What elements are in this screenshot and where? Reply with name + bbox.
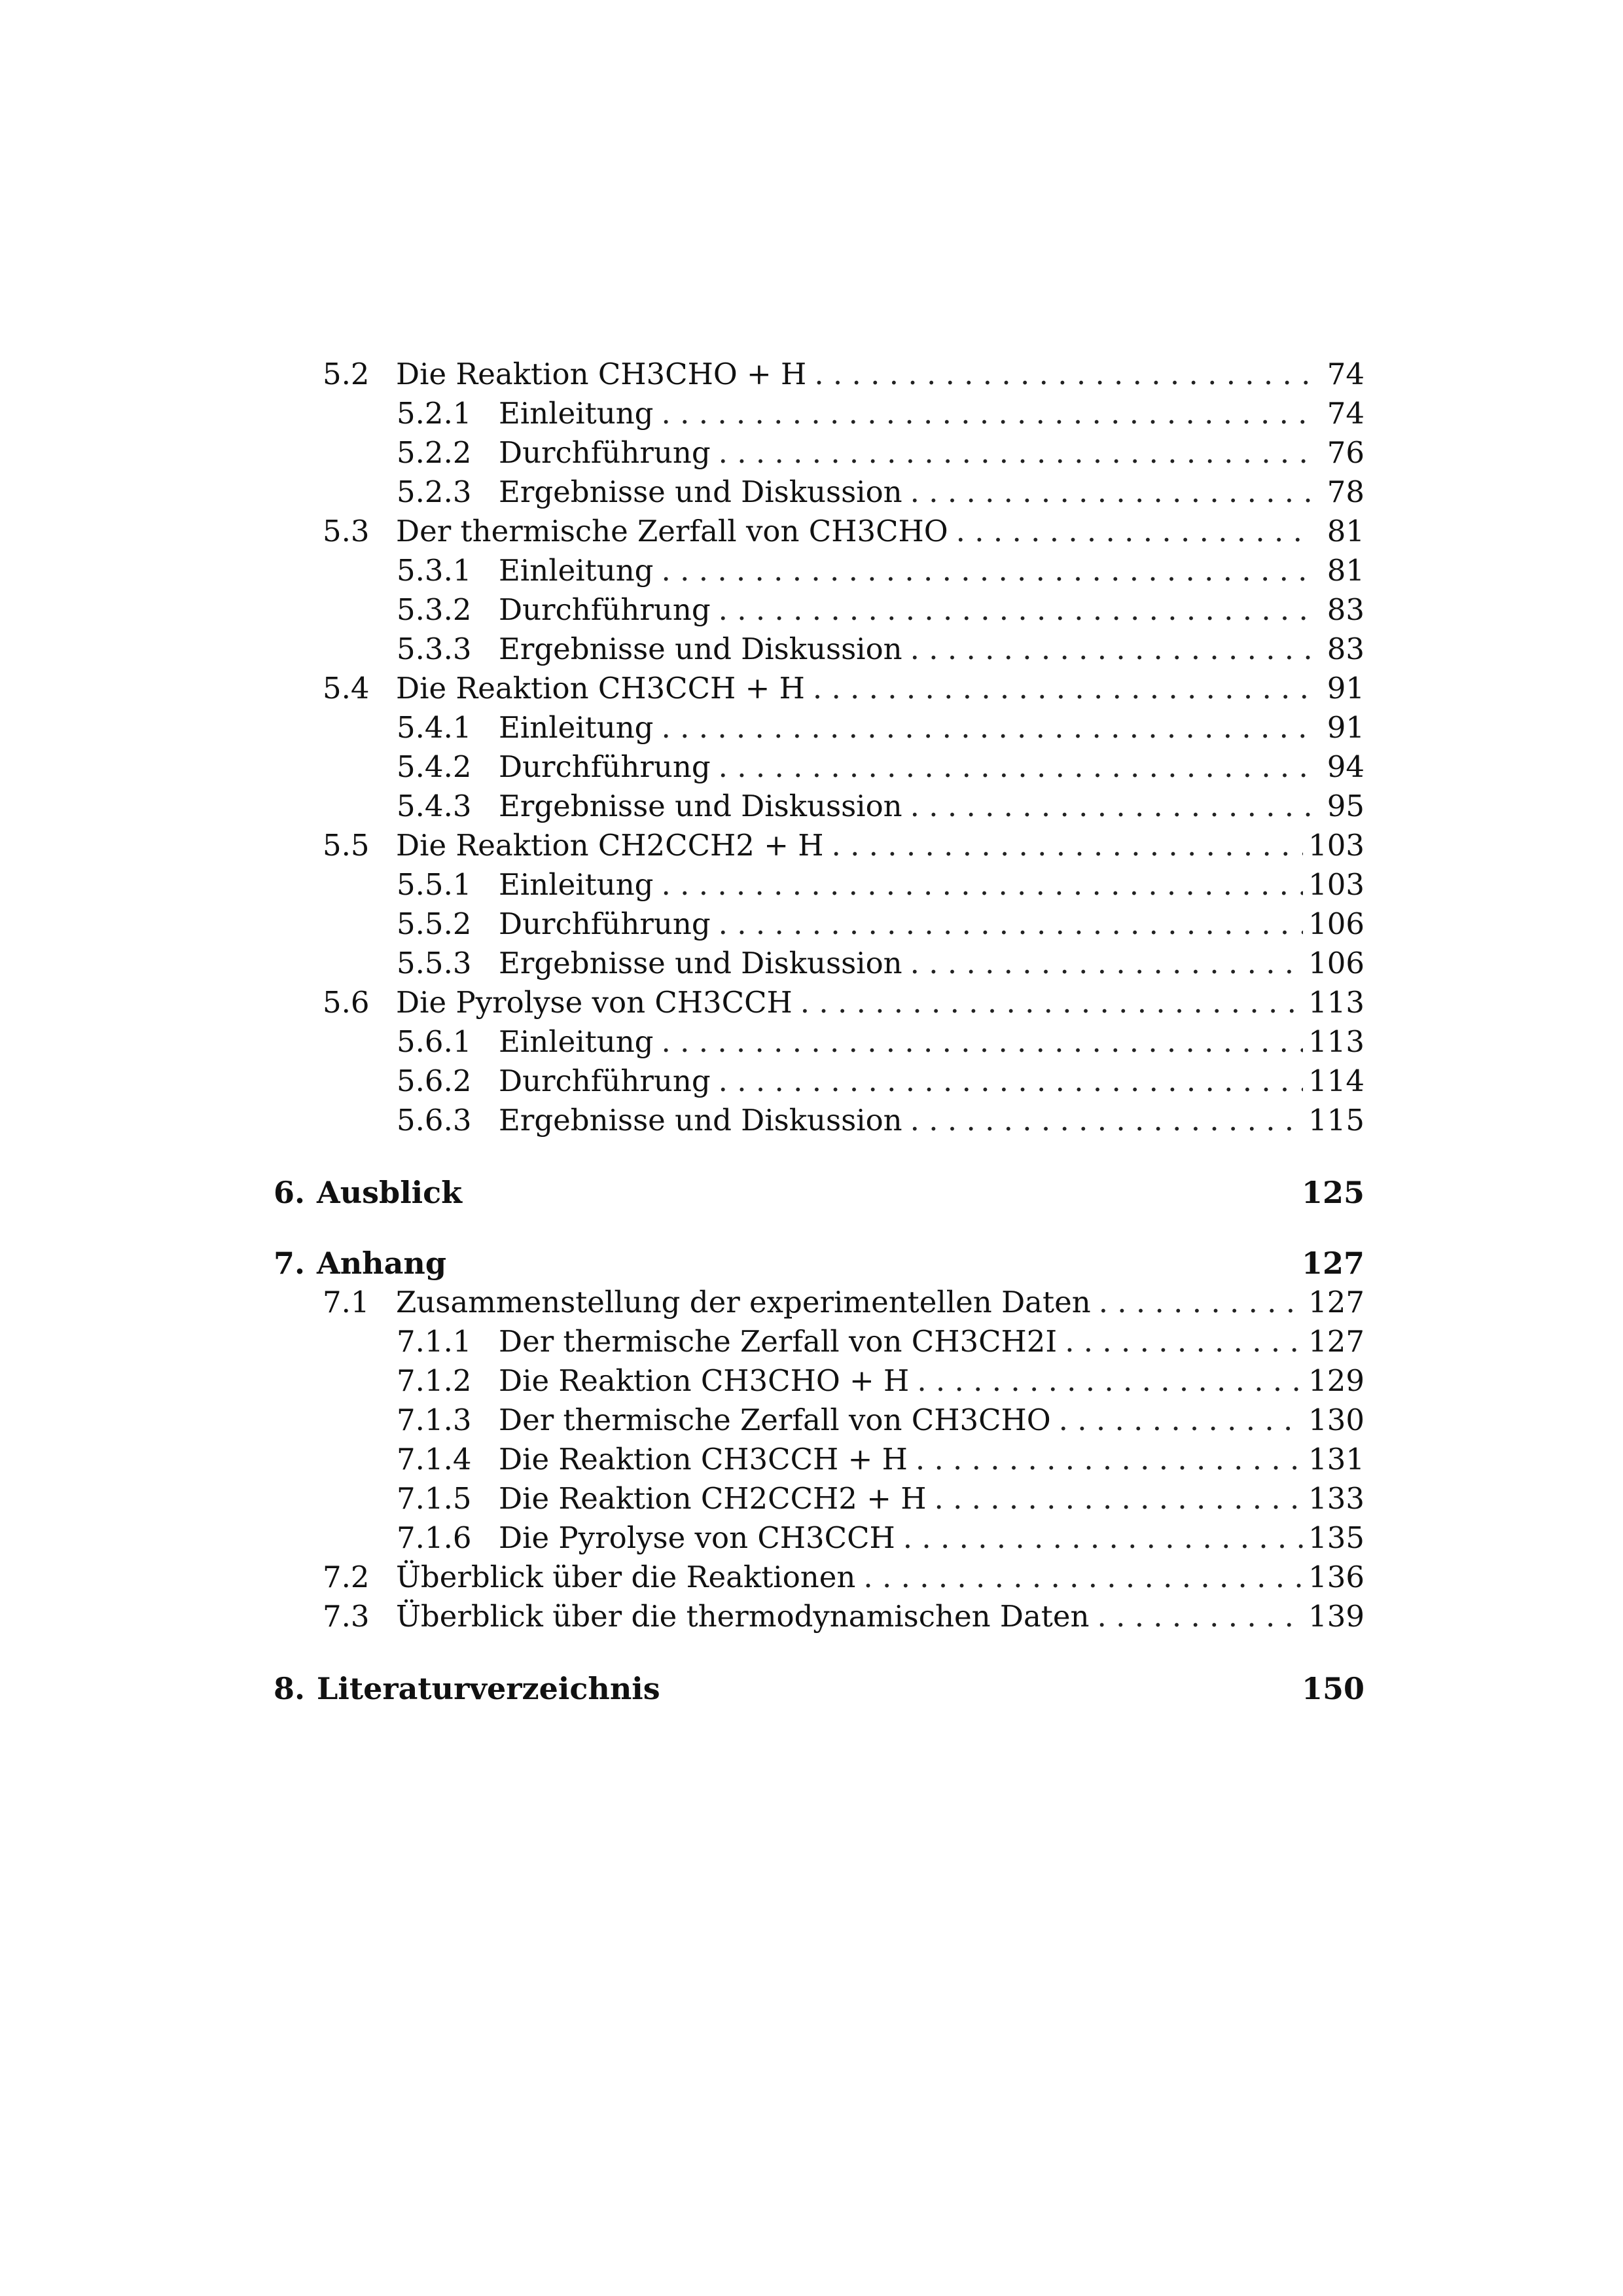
entry-number: 5.2.3	[397, 475, 472, 509]
entry-number: 6.	[274, 1175, 306, 1210]
entry-title: Ergebnisse und Diskussion	[499, 789, 902, 823]
entry-title: Ergebnisse und Diskussion	[499, 946, 902, 980]
entry-title: Durchführung	[499, 592, 711, 627]
dot-leader	[662, 394, 1314, 433]
entry-number: 7.1.2	[397, 1363, 472, 1398]
entry-title: Anhang	[317, 1246, 446, 1281]
toc-entry[interactable]	[397, 1062, 1364, 1101]
entry-title: Durchführung	[499, 906, 711, 941]
dot-leader	[916, 1440, 1303, 1479]
toc-entry[interactable]	[397, 433, 1364, 473]
toc-entry[interactable]	[397, 590, 1364, 630]
entry-title: Die Reaktion CH3CCH + H	[499, 1442, 908, 1477]
toc-entry[interactable]	[397, 394, 1364, 433]
entry-title: Die Reaktion CH3CHO + H	[499, 1363, 910, 1398]
entry-number: 5.4.1	[397, 710, 472, 745]
dot-leader	[662, 1022, 1304, 1062]
dot-leader	[863, 1558, 1303, 1597]
entry-title: Ergebnisse und Diskussion	[499, 475, 902, 509]
entry-title: Einleitung	[499, 1024, 654, 1059]
entry-number: 7.1	[323, 1285, 370, 1319]
entry-number: 7.2	[323, 1560, 370, 1594]
entry-page: 78	[1327, 475, 1364, 509]
entry-number: 5.6.2	[397, 1064, 472, 1098]
entry-number: 5.2.1	[397, 396, 472, 431]
entry-page: 83	[1327, 632, 1364, 666]
entry-title: Einleitung	[499, 553, 654, 588]
entry-number: 5.4	[323, 671, 370, 706]
dot-leader	[719, 590, 1313, 630]
toc-entry[interactable]	[397, 473, 1364, 512]
entry-page: 74	[1327, 396, 1364, 431]
entry-title: Ausblick	[317, 1175, 463, 1210]
toc-entry[interactable]	[397, 1361, 1364, 1401]
dot-leader	[1065, 1322, 1303, 1361]
entry-title: Ergebnisse und Diskussion	[499, 632, 902, 666]
toc-entry[interactable]	[323, 669, 1364, 708]
entry-number: 5.6.1	[397, 1024, 472, 1059]
entry-number: 5.5.2	[397, 906, 472, 941]
entry-page: 94	[1327, 749, 1364, 784]
entry-title: Einleitung	[499, 396, 654, 431]
toc-entry[interactable]	[323, 355, 1364, 394]
entry-title: Die Pyrolyse von CH3CCH	[499, 1520, 895, 1555]
entry-title: Einleitung	[499, 867, 654, 902]
toc-entry[interactable]	[397, 905, 1364, 944]
dot-leader	[800, 983, 1303, 1022]
entry-page: 131	[1308, 1442, 1364, 1477]
dot-leader	[1097, 1597, 1303, 1636]
toc-entry[interactable]	[323, 512, 1364, 551]
entry-title: Ergebnisse und Diskussion	[499, 1103, 902, 1138]
toc-entry[interactable]	[397, 1101, 1364, 1140]
entry-title: Literaturverzeichnis	[317, 1671, 660, 1706]
entry-number: 5.2	[323, 357, 370, 391]
entry-title: Die Reaktion CH2CCH2 + H	[396, 828, 824, 863]
dot-leader	[910, 473, 1313, 512]
entry-title: Der thermische Zerfall von CH3CH2I	[499, 1324, 1058, 1359]
toc-entry[interactable]	[397, 1322, 1364, 1361]
entry-page: 106	[1308, 946, 1364, 980]
entry-number: 5.3.2	[397, 592, 472, 627]
dot-leader	[719, 433, 1313, 473]
toc-entry[interactable]	[397, 1022, 1364, 1062]
entry-page: 83	[1327, 592, 1364, 627]
entry-number: 5.3	[323, 514, 370, 548]
entry-title: Die Reaktion CH3CHO + H	[396, 357, 807, 391]
toc-entry[interactable]	[323, 1597, 1364, 1636]
dot-leader	[814, 355, 1313, 394]
entry-title: Die Reaktion CH2CCH2 + H	[499, 1481, 927, 1516]
entry-number: 7.1.6	[397, 1520, 472, 1555]
entry-page: 136	[1308, 1560, 1364, 1594]
dot-leader	[910, 787, 1313, 826]
entry-page: 135	[1308, 1520, 1364, 1555]
entry-page: 133	[1308, 1481, 1364, 1516]
entry-number: 5.3.3	[397, 632, 472, 666]
dot-leader	[956, 512, 1313, 551]
entry-number: 5.3.1	[397, 553, 472, 588]
entry-page: 127	[1308, 1324, 1364, 1359]
toc-entry[interactable]	[397, 1440, 1364, 1479]
entry-page: 103	[1308, 828, 1364, 863]
toc-entry[interactable]	[323, 826, 1364, 865]
entry-page: 76	[1327, 435, 1364, 470]
toc-chapter[interactable]	[274, 1669, 1364, 1708]
toc-entry[interactable]	[397, 944, 1364, 983]
dot-leader	[719, 905, 1303, 944]
dot-leader	[813, 669, 1313, 708]
entry-number: 7.3	[323, 1599, 370, 1634]
toc-entry[interactable]	[397, 865, 1364, 905]
entry-title: Durchführung	[499, 435, 711, 470]
entry-page: 91	[1327, 671, 1364, 706]
dot-leader	[719, 1062, 1303, 1101]
entry-number: 7.1.5	[397, 1481, 472, 1516]
toc-entry[interactable]	[397, 708, 1364, 747]
entry-title: Zusammenstellung der experimentellen Daten	[396, 1285, 1091, 1319]
entry-title: Durchführung	[499, 749, 711, 784]
entry-page: 113	[1308, 1024, 1364, 1059]
entry-title: Der thermische Zerfall von CH3CHO	[396, 514, 948, 548]
entry-page: 125	[1301, 1175, 1364, 1210]
entry-page: 81	[1327, 553, 1364, 588]
dot-leader	[910, 630, 1313, 669]
dot-leader	[662, 708, 1314, 747]
entry-number: 5.5.1	[397, 867, 472, 902]
entry-number: 5.6	[323, 985, 370, 1020]
entry-number: 5.4.3	[397, 789, 472, 823]
entry-number: 7.1.4	[397, 1442, 472, 1477]
dot-leader	[903, 1518, 1303, 1558]
entry-number: 7.	[274, 1246, 306, 1281]
entry-page: 115	[1308, 1103, 1364, 1138]
entry-page: 130	[1308, 1403, 1364, 1437]
entry-title: Durchführung	[499, 1064, 711, 1098]
dot-leader	[934, 1479, 1303, 1518]
toc-entry[interactable]	[323, 1283, 1364, 1322]
toc-entry[interactable]	[397, 1479, 1364, 1518]
dot-leader	[831, 826, 1303, 865]
entry-number: 5.2.2	[397, 435, 472, 470]
toc-entry[interactable]	[397, 787, 1364, 826]
entry-number: 5.6.3	[397, 1103, 472, 1138]
entry-title: Die Reaktion CH3CCH + H	[396, 671, 805, 706]
toc-entry[interactable]	[323, 983, 1364, 1022]
dot-leader	[1099, 1283, 1303, 1322]
toc-entry[interactable]	[397, 551, 1364, 590]
entry-page: 114	[1308, 1064, 1364, 1098]
entry-page: 139	[1308, 1599, 1364, 1634]
toc-entry[interactable]	[397, 1518, 1364, 1558]
dot-leader	[1059, 1401, 1303, 1440]
dot-leader	[917, 1361, 1303, 1401]
toc-chapter[interactable]	[274, 1244, 1364, 1283]
entry-title: Einleitung	[499, 710, 654, 745]
dot-leader	[662, 551, 1314, 590]
entry-number: 5.5.3	[397, 946, 472, 980]
toc-chapter[interactable]	[274, 1173, 1364, 1212]
entry-page: 106	[1308, 906, 1364, 941]
toc-entry[interactable]	[397, 630, 1364, 669]
toc-entry[interactable]	[397, 747, 1364, 787]
entry-page: 74	[1327, 357, 1364, 391]
dot-leader	[719, 747, 1313, 787]
entry-page: 129	[1308, 1363, 1364, 1398]
entry-number: 7.1.3	[397, 1403, 472, 1437]
entry-title: Die Pyrolyse von CH3CCH	[396, 985, 793, 1020]
entry-page: 81	[1327, 514, 1364, 548]
entry-number: 8.	[274, 1671, 306, 1706]
entry-number: 7.1.1	[397, 1324, 472, 1359]
toc-entry[interactable]	[323, 1558, 1364, 1597]
entry-page: 113	[1308, 985, 1364, 1020]
entry-page: 127	[1308, 1285, 1364, 1319]
entry-title: Überblick über die Reaktionen	[396, 1560, 856, 1594]
entry-title: Der thermische Zerfall von CH3CHO	[499, 1403, 1051, 1437]
entry-page: 103	[1308, 867, 1364, 902]
entry-page: 95	[1327, 789, 1364, 823]
dot-leader	[910, 944, 1303, 983]
dot-leader	[662, 865, 1304, 905]
entry-page: 150	[1301, 1671, 1364, 1706]
entry-page: 91	[1327, 710, 1364, 745]
entry-page: 127	[1301, 1246, 1364, 1281]
entry-number: 5.5	[323, 828, 370, 863]
dot-leader	[910, 1101, 1303, 1140]
entry-number: 5.4.2	[397, 749, 472, 784]
entry-title: Überblick über die thermodynamischen Daten	[396, 1599, 1090, 1634]
toc-entry[interactable]	[397, 1401, 1364, 1440]
